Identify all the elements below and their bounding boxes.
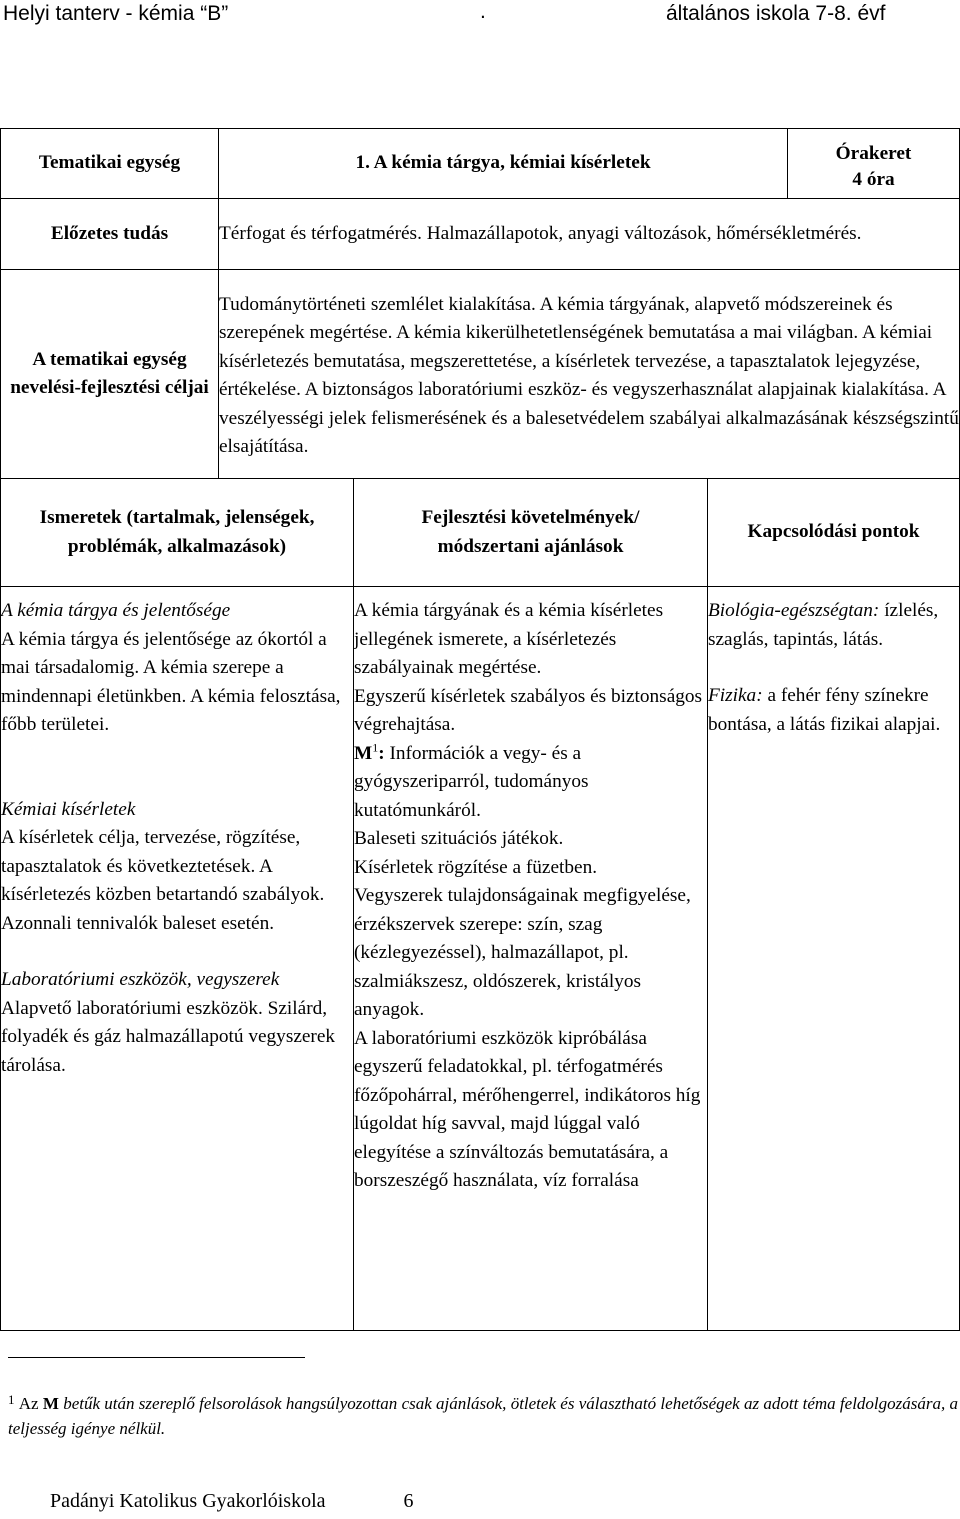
s2-title: Kémiai kísérletek [1,798,136,820]
page-footer [50,1490,414,1513]
thematic-label: Tematikai egység [1,129,219,199]
phys-label: Fizika: [708,685,763,706]
col2-header: Fejlesztési követelmények/ módszertani ajánlások [354,479,708,587]
col3-header: Kapcsolódási pontok [708,479,960,587]
footnote [8,1391,958,1441]
m-sup: 1 [372,740,379,755]
curriculum-table [0,128,960,1331]
hours-label: Órakeret [835,142,912,164]
header-left: Helyi tanterv - kémia “B” [3,2,229,25]
col1-header: Ismeretek (tartalmak, jelenségek, problémák, alkalmazások) [1,479,354,587]
prior-text: Térfogat és térfogatmérés. Halmazállapotok, anyagi változások, hőmérsékletmérés. [219,199,960,270]
req-p5: Kísérletek rögzítése a füzetben. [354,856,598,878]
s2-text: A kísérletek célja, tervezése, rögzítése, tapasztalatok és következtetések. A kísérletezés közben betartandó szabályok. Azonnali tennivalók baleset esetén. [1,827,325,934]
req-p2: Egyszerű kísérletek szabályos és biztonságos végrehajtása. [354,685,703,735]
page-number: 6 [403,1490,414,1512]
hours-cell [788,129,960,199]
req-p6: Vegyszerek tulajdonságainak megfigyelése, érzékszervek szerepe: szín, szag (kézlegyezéssel), halmazállapot, pl. szalmiákszesz, oldószerek, kristályos anyagok. [354,885,691,1020]
header-center: . [480,0,486,23]
s3-title: Laboratóriumi eszközök, vegyszerek [1,969,280,990]
req-p4: Baleseti szituációs játékok. [354,828,564,849]
thematic-title: 1. A kémia tárgya, kémiai kísérletek [219,129,788,199]
footnote-prefix: Az [18,1394,39,1413]
requirements-cell [354,587,708,1331]
footnote-text: betűk után szereplő felsorolások hangsúlyozottan csak ajánlások, ötletek és választható lehetőségek az adott téma feldolgozására, a teljesség igénye nélkül. [8,1394,959,1438]
req-m [354,740,707,826]
phys-text: a fehér fény színekre bontása, a látás fizikai alapjai. [708,685,941,735]
goals-label: A tematikai egység nevelési-fejlesztési céljai [1,270,219,479]
s1-title: A kémia tárgya és jelentősége [1,600,231,621]
footer-school: Padányi Katolikus Gyakorlóiskola [50,1490,326,1512]
footnote-m: M [42,1394,59,1413]
m-colon: : [378,742,385,764]
s1-text: A kémia tárgya és jelentősége az ókortól a mai társadalomig. A kémia szerepe a mindennapi életünkben. A kémia felosztása, főbb területei. [1,628,341,735]
bio-label: Biológia-egészségtan: [708,600,880,621]
m-label: M [354,742,373,764]
knowledge-cell [1,587,354,1331]
s3-text: Alapvető laboratóriumi eszközök. Szilárd, folyadék és gáz halmazállapotú vegyszerek tárolása. [1,997,336,1076]
goals-text: Tudománytörténeti szemlélet kialakítása. A kémia tárgyának, alapvető módszereinek és szerepének megértése. A kémia kikerülhetetlenségének bemutatása a mai világban. A kémiai kísérletezés bemutatása, megszerettetése, a kísérletek tervezése, a tapasztalatok lejegyzése, értékelése. A biztonságos laboratóriumi eszköz- és vegyszerhasználat alapjainak kialakítása. A veszélyességi jelek felismerésének és a balesetvédelem szabályai alkalmazásának készségszintű elsajátítása. [219,270,960,479]
req-p1: A kémia tárgyának és a kémia kísérletes jellegének ismerete, a kísérletezés szabályainak megértése. [354,600,664,678]
footnote-separator [8,1357,305,1358]
footnote-number: 1 [8,1392,15,1407]
header-right: általános iskola 7-8. évf [666,2,886,25]
connections-cell [708,587,960,1331]
bio-text: ízlelés, szaglás, tapintás, látás. [708,600,939,650]
hours-value: 4 óra [852,168,895,190]
m-text: Információk a vegy- és a gyógyszeriparról, tudományos kutatómunkáról. [354,742,589,821]
prior-label: Előzetes tudás [1,199,219,270]
req-p7: A laboratóriumi eszközök kipróbálása egyszerű feladatokkal, pl. térfogatmérés főzőpohárral, mérőhengerrel, indikátoros híg lúgoldat híg savval, majd lúggal való elegyítése a színváltozás bemutatására, a borszeszégő használata, víz forralása [354,1027,701,1191]
